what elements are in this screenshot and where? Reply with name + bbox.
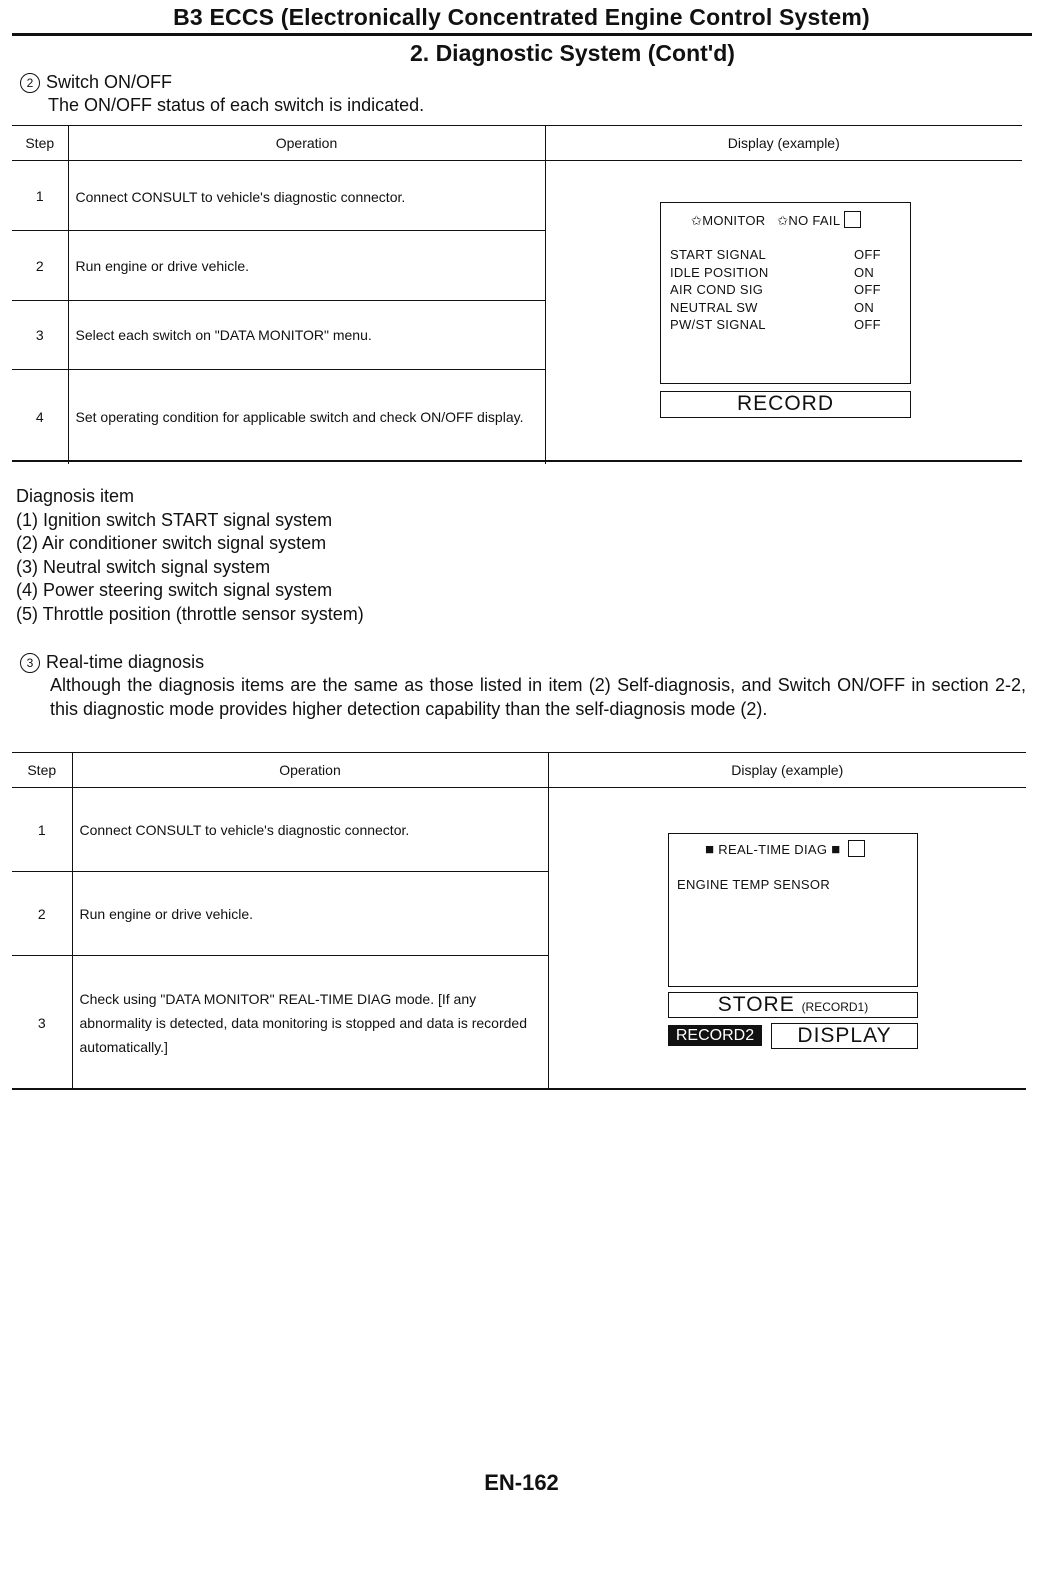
col-header-step: Step [12, 753, 72, 788]
step-operation: Select each switch on "DATA MONITOR" menu. [68, 301, 545, 370]
list-item: (2) Air conditioner switch signal system [16, 533, 327, 553]
page-subtitle: 2. Diagnostic System (Cont'd) [410, 40, 735, 66]
store-button[interactable] [668, 992, 918, 1018]
signal-name: PW/ST SIGNAL [670, 317, 766, 332]
section-switch-heading [20, 71, 172, 94]
step-number: 1 [12, 788, 72, 872]
realtime-mode-label: REAL-TIME DIAG [718, 842, 828, 857]
signal-name: START SIGNAL [670, 247, 767, 262]
step-operation: Set operating condition for applicable switch and check ON/OFF display. [68, 370, 545, 464]
diagnosis-heading: Diagnosis item [16, 486, 135, 506]
table-bottom-rule [12, 1088, 1026, 1090]
list-item: (3) Neutral switch signal system [16, 556, 271, 577]
square-marker-icon: ■ [705, 841, 715, 858]
section-switch-title: Switch ON/OFF [46, 72, 173, 92]
realtime-screen [668, 833, 918, 987]
col-header-operation: Operation [68, 126, 545, 161]
page-number: EN-162 [484, 1470, 559, 1495]
fail-status-label: ✩NO FAIL [777, 213, 840, 228]
step-number: 3 [12, 956, 72, 1090]
section-realtime-description: Although the diagnosis items are the same as those listed in item (2) Self-diagnosis, and Switch ON/OFF in section 2-2, this diagnostic mode provides higher detection capability than the self-diagnosis mode (2). [50, 675, 1026, 719]
signal-value: OFF [854, 317, 881, 332]
signal-value: ON [854, 264, 875, 280]
record-button[interactable]: RECORD [660, 391, 911, 418]
col-header-step: Step [12, 126, 68, 161]
checkbox-icon [844, 211, 861, 228]
record2-button[interactable]: RECORD2 [668, 1025, 762, 1046]
signal-value: OFF [854, 282, 881, 297]
step-operation: Run engine or drive vehicle. [68, 231, 545, 301]
store-note: (RECORD1) [801, 1000, 869, 1014]
signal-name: NEUTRAL SW [670, 299, 758, 315]
step-operation: Check using "DATA MONITOR" REAL-TIME DIAG mode. [If any abnormality is detected, data monitoring is stopped and data is recorded automatically.] [72, 956, 548, 1090]
section-realtime-title: Real-time diagnosis [46, 652, 205, 672]
list-item: (5) Throttle position (throttle sensor system) [16, 603, 364, 624]
col-header-display: Display (example) [548, 753, 1026, 788]
monitor-screen [660, 202, 911, 384]
header-rule [12, 33, 1032, 36]
step-operation: Connect CONSULT to vehicle's diagnostic connector. [72, 788, 548, 872]
step-operation: Run engine or drive vehicle. [72, 872, 548, 956]
signal-names [670, 246, 769, 334]
signal-value: ON [854, 299, 875, 315]
col-header-display: Display (example) [545, 126, 1022, 161]
step-number: 2 [12, 872, 72, 956]
step-number: 1 [12, 161, 68, 231]
list-item: (1) Ignition switch START signal system [16, 509, 333, 530]
page-title: B3 ECCS (Electronically Concentrated Engine Control System) [173, 4, 870, 30]
col-header-operation: Operation [72, 753, 548, 788]
step-number: 3 [12, 301, 68, 370]
square-marker-icon: ■ [831, 841, 841, 858]
signal-name: AIR COND SIG [670, 282, 764, 297]
store-button-label: STORE [717, 993, 795, 1016]
table-bottom-rule [12, 460, 1022, 462]
signal-values [854, 246, 881, 334]
diagnosis-items [16, 485, 364, 626]
monitor-header [691, 211, 861, 229]
step-operation: Connect CONSULT to vehicle's diagnostic connector. [68, 161, 545, 231]
step-number: 4 [12, 370, 68, 464]
section-number-badge: 3 [20, 653, 40, 673]
section-realtime-heading [20, 651, 204, 674]
signal-name: IDLE POSITION [670, 264, 769, 280]
section-switch-description: The ON/OFF status of each switch is indicated. [48, 95, 425, 115]
step-number: 2 [12, 231, 68, 301]
display-button[interactable]: DISPLAY [771, 1023, 918, 1049]
list-item: (4) Power steering switch signal system [16, 580, 333, 600]
monitor-mode-label: ✩MONITOR [691, 213, 766, 228]
section-number-badge: 2 [20, 73, 40, 93]
realtime-header [705, 840, 865, 858]
sensor-label: ENGINE TEMP SENSOR [677, 877, 831, 892]
signal-value: OFF [854, 247, 881, 262]
checkbox-icon [848, 840, 865, 857]
